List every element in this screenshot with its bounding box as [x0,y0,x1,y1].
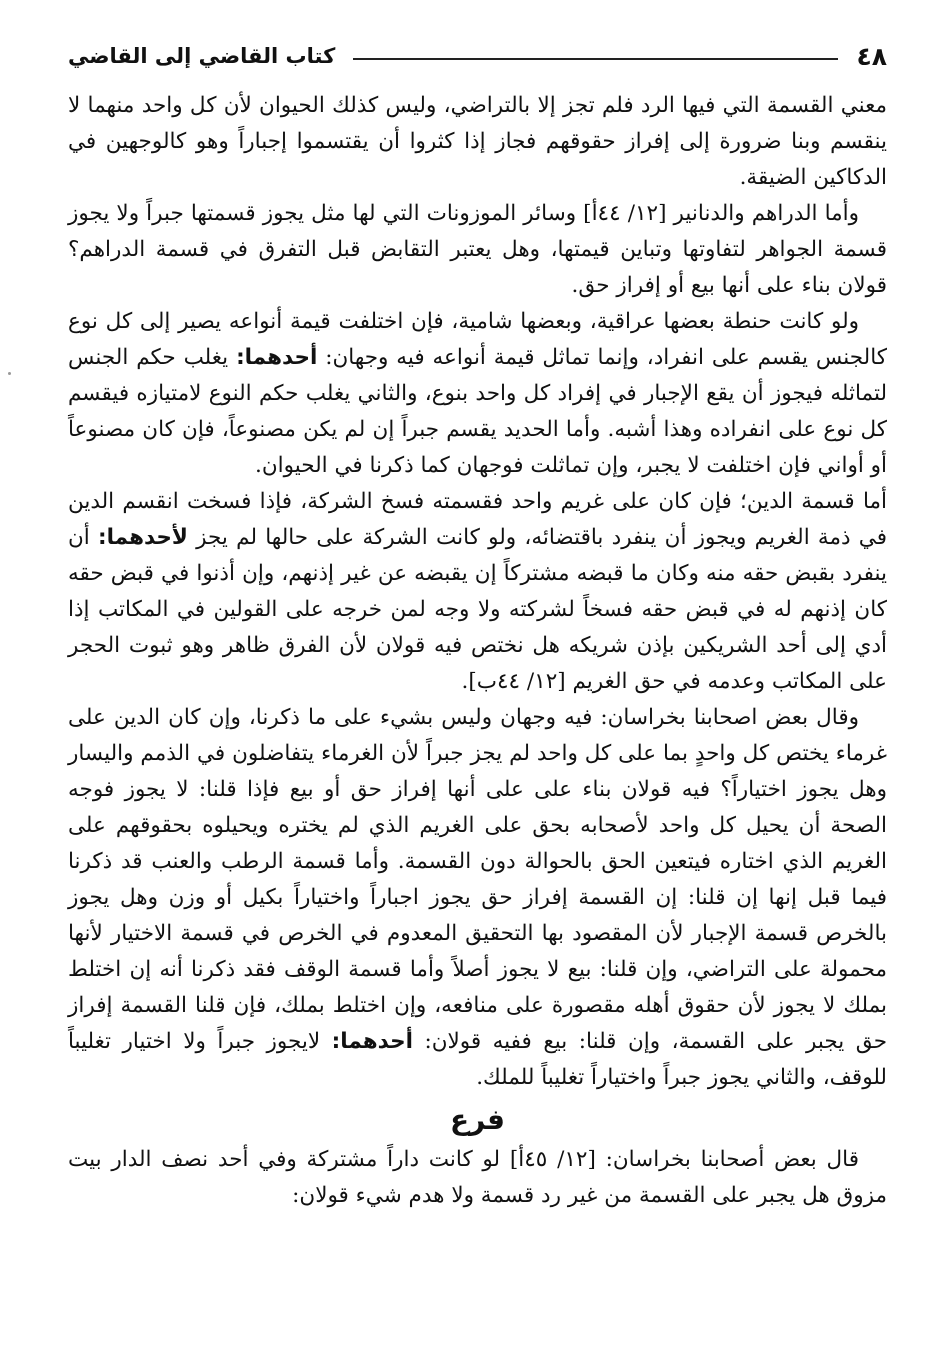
running-title: كتاب القاضي إلى القاضي [68,44,336,68]
paragraph-text: أن ينفرد بقبض حقه منه وكان ما قبضه مشتركاً إن يقبضه عن غير إذنهم، وإن أذنوا في قبض حقه كان إذنهم له في قبض حقه فسخاً لشركته ولا وجه لمن خرجه على القولين في المكاتب إذا أدي إلى أحد الشريكين بإذن شريكه هل نختص فيه قولان لأن الفرق ظاهر وهو ثبوت الحجر على المكاتب وعدمه في حق الغريم [١٢/ ٤٤ب]. [68,525,887,694]
section-heading: فرع [450,1103,505,1136]
page-number: ٤٨ [856,41,887,71]
paragraph-text: لايجوز جبراً ولا اختيار تغليباً للوقف، والثاني يجوز جبراً واختياراً تغليباً للملك. [68,1029,887,1090]
paragraph-text: ولو كانت حنطة بعضها عراقية، وبعضها شامية، فإن اختلفت قيمة أنواعه يصير إلى كل نوع كالجنس يقسم على انفراد، وإنما تماثل قيمة أنواعه فيه وجهان: [68,309,887,370]
body-text [68,88,887,1214]
page-header [68,38,887,74]
header-rule [353,58,838,60]
paragraph-text: وقال بعض اصحابنا بخراسان: فيه وجهان وليس بشيء على ما ذكرنا، وإن كان الدين على غرماء يختص كل واحدٍ بما على كل واحد لم يجز جبراً لأن الغرماء يتفاضلون في الذمم واليسار وهل يجوز اختياراً؟ فيه قولان بناء على على أنها إفراز حق أو بيع فإذا قلنا: لا يجوز فوجه الصحة أن يحيل كل واحد لأصحابه بحق على الغريم الذي لم يختره ويحيلوه بحقوقهم على الغريم الذي اختاره فيتعين الحق بالحوالة دون القسمة. وأما قسمة الرطب والعنب قد ذكرنا فيما قبل إنها إن قلنا: إن القسمة إفراز حق يجوز اجباراً واختياراً بكيل أو وزن وهل يجوز بالخرص قسمة الإجبار لأن المقصود بها التحقيق المعدوم في الخرص في قسمة الاختيار لأنها محمولة على التراضي، وإن قلنا: بيع لا يجوز أصلاً وأما قسمة الوقف فقد ذكرنا أنه إن اختلط بملك لا يجوز لأن حقوق أهله مقصورة على منافعه، وإن اختلط بملك، فإن قلنا القسمة إفراز حق يجبر على القسمة، وإن قلنا: بيع ففيه قولان: [68,705,887,1054]
paragraph: معني القسمة التي فيها الرد فلم تجز إلا بالتراضي، وليس كذلك الحيوان لأن كل واحد منهما لا ينقسم وبنا ضرورة إلى إفراز حقوقهم فجاز إذا كثروا أن يقتسموا إجباراً وهو كالوجهين في الدكاكين الضيقة. [68,93,887,190]
paragraph [68,484,887,700]
bold-term: أحدهما: [331,1029,413,1054]
paragraph: قال بعض أصحابنا بخراسان: [١٢/ ٤٥أ] لو كانت داراً مشتركة وفي أحد نصف الدار بيت مزوق هل يجبر على القسمة من غير رد قسمة ولا هدم شيء قولان: [68,1147,887,1208]
paragraph [68,304,887,484]
paragraph [68,700,887,1096]
paragraph: وأما الدراهم والدنانير [١٢/ ٤٤أ] وسائر الموزونات التي لها مثل يجوز قسمتها جبراً ولا يجوز قسمة الجواهر لتفاوتها وتباين قيمتها، وهل يعتبر التقابض قبل التفرق في قسمة الدراهم؟ قولان بناء على أنها بيع أو إفراز حق. [68,201,887,298]
scan-speck [8,372,11,375]
paragraph-text: أما قسمة الدين؛ فإن كان على غريم واحد فقسمته فسخ الشركة، فإذا فسخت انقسم الدين في ذمة الغريم ويجوز أن ينفرد باقتضائه، ولو كانت الشركة على حالها لم يجز [68,489,887,550]
bold-term: أحدهما: [236,345,318,370]
paragraph-text: يغلب حكم الجنس لتماثله فيجوز أن يقع الإجبار في إفراد كل واحد بنوع، والثاني يغلب حكم النوع لامتيازه فيقسم كل نوع على انفراده وهذا أشبه. وأما الحديد يقسم جبراً إن لم يكن مصنوعاً، فإن كان مصنوعاً أو أواني فإن اختلفت لا يجبر، وإن تماثلت فوجهان كما ذكرنا في الحيوان. [68,345,887,478]
bold-term: لأحدهما: [98,525,188,550]
